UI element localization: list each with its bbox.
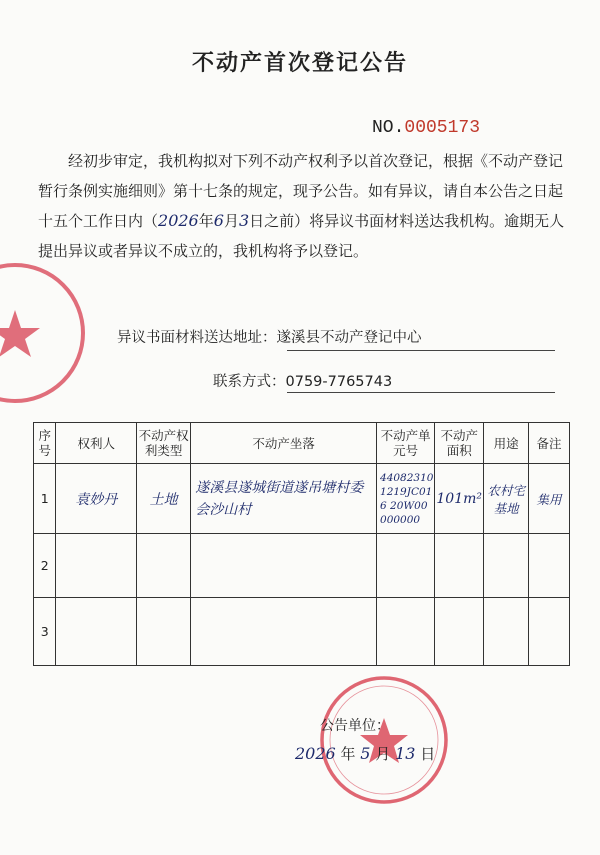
address-value: 遂溪县不动产登记中心 xyxy=(276,330,422,346)
cell-use xyxy=(484,598,529,666)
notice-body xyxy=(38,146,570,266)
cell-location: 遂溪县遂城街道遂吊塘村委会沙山村 xyxy=(191,464,377,534)
issue-date xyxy=(295,743,435,764)
header-use: 用途 xyxy=(484,423,529,464)
deadline-month-unit: 月 xyxy=(223,212,239,230)
header-type: 不动产权利类型 xyxy=(137,423,191,464)
issue-year-unit: 年 xyxy=(340,745,356,763)
cell-no: 3 xyxy=(34,598,56,666)
cell-owner: 袁妙丹 xyxy=(56,464,137,534)
cell-unit: 440823101219JC016 20W00000000 xyxy=(377,464,435,534)
body-text-1: 经初步审定，我机构拟对下列不动产权利予以首次登记，根据《不动产登记暂行条例实施细则》第十七条的规定，现予公告。如有异议，请自本公告之日起十五个工作日内（ xyxy=(38,152,564,230)
issue-day: 13 xyxy=(395,744,416,763)
cell-location xyxy=(191,598,377,666)
cell-owner xyxy=(56,598,137,666)
body-text-2: 日之前）将异议书面材料送达我机构。逾期无人提出异议或者异议不成立的，我机构将予以登记。 xyxy=(38,212,565,260)
deadline-day: 3 xyxy=(238,211,250,230)
notice-number xyxy=(372,118,480,138)
cell-note xyxy=(529,534,570,598)
contact-line xyxy=(213,370,392,391)
issue-month: 5 xyxy=(360,744,371,763)
table-header-row xyxy=(34,423,570,464)
header-area: 不动产面积 xyxy=(435,423,484,464)
cell-no: 1 xyxy=(34,464,56,534)
cell-area: 101m² xyxy=(435,464,484,534)
official-seal-partial xyxy=(0,258,90,408)
cell-area xyxy=(435,598,484,666)
cell-note xyxy=(529,598,570,666)
deadline-year: 2026 xyxy=(158,211,199,230)
deadline-month: 6 xyxy=(213,211,224,230)
issuer-label: 公告单位： xyxy=(320,718,390,734)
cell-use xyxy=(484,534,529,598)
cell-owner xyxy=(56,534,137,598)
table-row xyxy=(34,598,570,666)
issue-year: 2026 xyxy=(295,744,336,763)
issue-month-unit: 月 xyxy=(375,745,391,763)
property-table xyxy=(33,422,570,666)
cell-use: 农村宅基地 xyxy=(484,464,529,534)
deadline-year-unit: 年 xyxy=(198,212,214,230)
notice-title: 不动产首次登记公告 xyxy=(191,51,408,76)
official-seal xyxy=(318,674,450,806)
header-note: 备注 xyxy=(529,423,570,464)
issue-day-unit: 日 xyxy=(420,745,436,763)
table-row xyxy=(34,534,570,598)
address-underline xyxy=(287,350,555,351)
cell-unit xyxy=(377,598,435,666)
header-owner: 权利人 xyxy=(56,423,137,464)
address-line xyxy=(117,326,422,347)
cell-type: 土地 xyxy=(137,464,191,534)
cell-area xyxy=(435,534,484,598)
contact-underline xyxy=(287,392,555,393)
cell-type xyxy=(137,598,191,666)
number-label: NO. xyxy=(372,118,405,138)
cell-unit xyxy=(377,534,435,598)
cell-location xyxy=(191,534,377,598)
contact-value: 0759-7765743 xyxy=(285,374,393,390)
contact-label: 联系方式： xyxy=(213,374,286,390)
cell-note: 集用 xyxy=(529,464,570,534)
cell-no: 2 xyxy=(34,534,56,598)
header-unit: 不动产单元号 xyxy=(377,423,435,464)
header-location: 不动产坐落 xyxy=(191,423,377,464)
header-no: 序号 xyxy=(34,423,56,464)
table-row xyxy=(34,464,570,534)
cell-type xyxy=(137,534,191,598)
address-label: 异议书面材料送达地址： xyxy=(117,330,277,346)
number-value: 0005173 xyxy=(404,118,481,138)
